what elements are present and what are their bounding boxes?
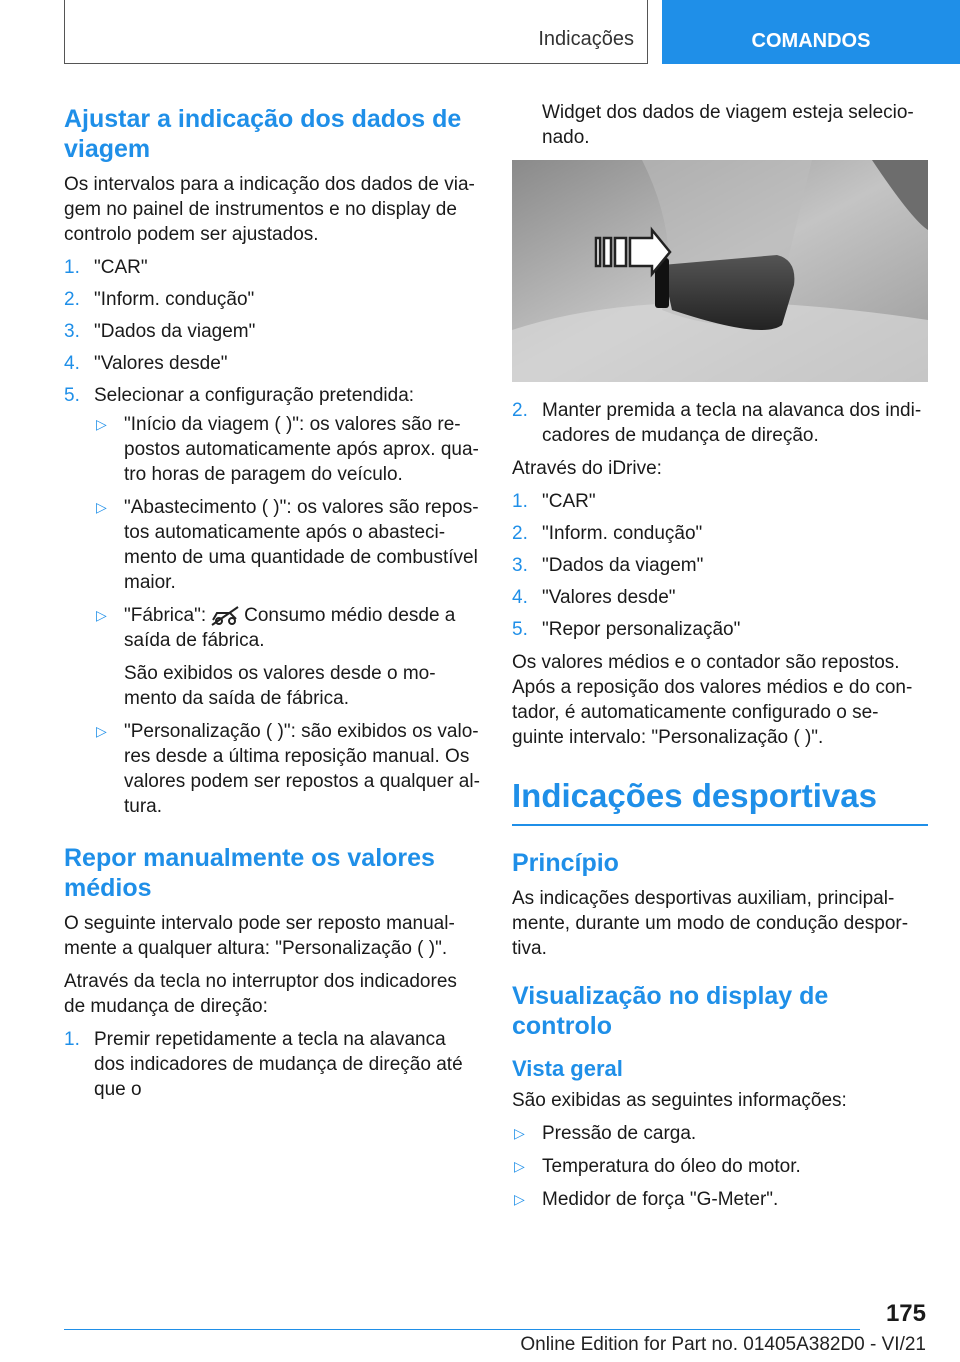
list-item	[64, 287, 480, 312]
step-text: "Valores desde"	[94, 353, 228, 374]
section-title-control-display: Visualização no display de controlo	[512, 982, 829, 1040]
triangle-bullet-icon: ▷	[96, 416, 107, 432]
step-number: 4.	[512, 587, 528, 608]
step-text: Manter premida a tecla na alavanca dos indi-cadores de mudança de direção.	[542, 400, 922, 446]
triangle-bullet-icon: ▷	[96, 499, 107, 515]
header-section-label: Indicações	[538, 28, 634, 50]
header-chapter-tab[interactable]	[662, 0, 960, 64]
list-item	[512, 489, 928, 514]
step-text: Premir repetidamente a tecla na alavanca dos indicadores de mudança de direção até que o	[94, 1029, 463, 1100]
via-idrive-label: Através do iDrive:	[512, 458, 662, 479]
step-number: 2.	[64, 289, 80, 310]
bullet-list-info	[512, 1121, 928, 1212]
step-text: "Dados da viagem"	[94, 321, 256, 342]
bullet-text: "Abastecimento ( )": os valores são repos-tos automaticamente após o abasteci-mento de uma quantidade de combustível maior.	[124, 497, 479, 593]
overview-paragraph: São exibidas as seguintes informações:	[512, 1090, 847, 1111]
list-item	[64, 383, 480, 819]
reset-paragraph: O seguinte intervalo pode ser reposto manual-mente a qualquer altura: "Personalização ( )".	[64, 913, 455, 959]
step-text: "Dados da viagem"	[542, 555, 704, 576]
list-item	[64, 319, 480, 344]
list-item	[94, 603, 480, 711]
bullet-list-options	[94, 412, 480, 819]
bullet-text: Medidor de força "G-Meter".	[542, 1189, 779, 1210]
triangle-bullet-icon: ▷	[96, 723, 107, 739]
switch-paragraph: Através da tecla no interruptor dos indicadores de mudança de direção:	[64, 971, 457, 1017]
step-number: 1.	[64, 257, 80, 278]
left-column	[64, 100, 480, 1110]
triangle-bullet-icon: ▷	[514, 1191, 525, 1207]
step-text: "CAR"	[94, 257, 148, 278]
subsection-title-overview: Vista geral	[512, 1056, 623, 1081]
step-number: 4.	[64, 353, 80, 374]
section-title-trip-data: Ajustar a indicação dos dados de viagem	[64, 105, 462, 163]
list-item	[94, 412, 480, 487]
step-text: "Valores desde"	[542, 587, 676, 608]
list-item	[64, 255, 480, 280]
bullet-text-after: Consumo médio desde a saída de fábrica.	[124, 605, 456, 651]
step-number: 5.	[512, 619, 528, 640]
bullet-text: "Personalização ( )": são exibidos os valo-res desde a última reposição manual. Os valores podem ser repostos a qualquer al-tura.	[124, 721, 480, 817]
chapter-title-sport-displays: Indicações desportivas	[512, 776, 928, 826]
list-item	[64, 351, 480, 376]
bullet-text-before: "Fábrica":	[124, 605, 207, 626]
list-item	[512, 1121, 928, 1146]
steps-list-3	[512, 489, 928, 642]
footer-edition: Online Edition for Part no. 01405A382D0 - VI/21	[520, 1334, 926, 1355]
section-title-reset: Repor manualmente os valores médios	[64, 844, 435, 902]
list-item	[94, 719, 480, 819]
list-item	[512, 585, 928, 610]
page-number: 175	[885, 1300, 926, 1327]
list-item	[512, 617, 928, 642]
bullet-sub-paragraph: São exibidos os valores desde o mo-mento da saída de fábrica.	[124, 663, 436, 709]
step-text: "Inform. condução"	[542, 523, 703, 544]
step-number: 2.	[512, 400, 528, 421]
list-item	[512, 1187, 928, 1212]
principle-paragraph: As indicações desportivas auxiliam, principal-mente, durante um modo de condução despor-tiva.	[512, 888, 909, 959]
step-number: 1.	[512, 491, 528, 512]
bullet-text: "Início da viagem ( )": os valores são re-postos automaticamente após aprox. qua-tro horas de paragem do veículo.	[124, 414, 479, 485]
car-factory-icon	[210, 605, 240, 627]
turn-signal-lever-photo	[512, 160, 928, 382]
step-text: "CAR"	[542, 491, 596, 512]
triangle-bullet-icon: ▷	[514, 1125, 525, 1141]
list-item	[512, 521, 928, 546]
section-title-principle: Princípio	[512, 849, 619, 877]
step-number: 3.	[512, 555, 528, 576]
list-item	[512, 398, 928, 448]
list-item	[512, 1154, 928, 1179]
header-chapter-label: COMANDOS	[751, 29, 871, 52]
step-number: 5.	[64, 385, 80, 406]
list-item	[94, 495, 480, 595]
steps-list-2	[64, 1027, 480, 1102]
step-text: "Inform. condução"	[94, 289, 255, 310]
bullet-text: Temperatura do óleo do motor.	[542, 1156, 801, 1177]
footer-divider	[64, 1329, 860, 1330]
continued-text: Widget dos dados de viagem esteja selecio-nado.	[542, 102, 914, 148]
step-text: "Repor personalização"	[542, 619, 741, 640]
steps-list-2-continued	[512, 398, 928, 448]
steps-list-1	[64, 255, 480, 819]
list-item	[512, 553, 928, 578]
step-number: 1.	[64, 1029, 80, 1050]
step-number: 2.	[512, 523, 528, 544]
bullet-text: Pressão de carga.	[542, 1123, 697, 1144]
list-item	[64, 1027, 480, 1102]
triangle-bullet-icon: ▷	[96, 607, 107, 623]
reset-result-paragraph: Os valores médios e o contador são repostos. Após a reposição dos valores médios e do con-tador, é automaticamente configurado o se-guinte intervalo: "Personalização ( )".	[512, 652, 913, 748]
right-column	[512, 100, 928, 1220]
intro-paragraph: Os intervalos para a indicação dos dados de via-gem no painel de instrumentos e no display de controlo podem ser ajustados.	[64, 174, 475, 245]
step-text: Selecionar a configuração pretendida:	[94, 385, 415, 406]
step-number: 3.	[64, 321, 80, 342]
triangle-bullet-icon: ▷	[514, 1158, 525, 1174]
